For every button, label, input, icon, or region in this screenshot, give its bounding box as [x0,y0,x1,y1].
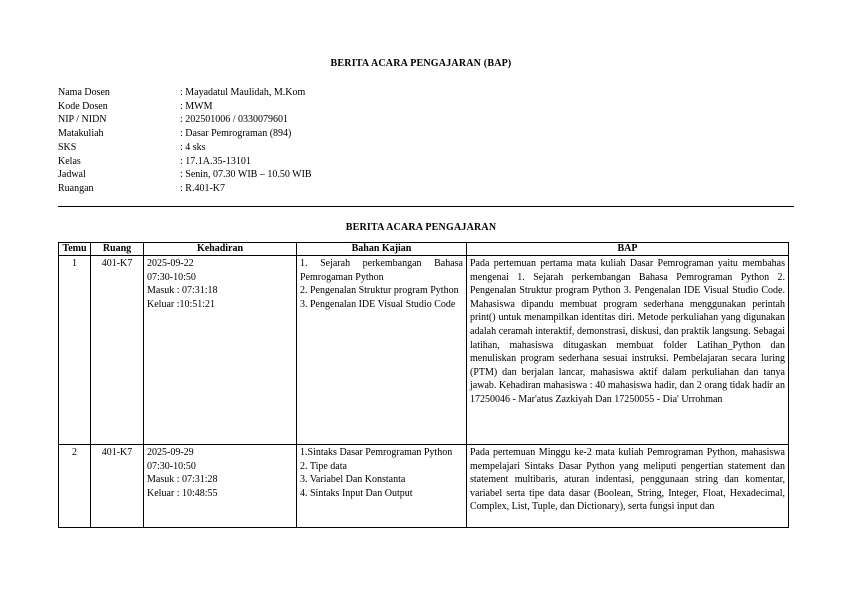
info-value: : 17.1A.35-13101 [180,155,251,167]
info-row-kode-dosen [58,100,312,114]
info-label: Kode Dosen [58,100,108,112]
table-header-row [59,243,789,256]
info-row-nip-nidn [58,113,312,127]
bahan-item: 4. Sintaks Input Dan Output [300,487,413,499]
info-value: : MWM [180,100,213,112]
table-row [59,445,789,528]
kehadiran-time: 07:30-10:50 [147,271,196,283]
kehadiran-keluar: Keluar :10:51:21 [147,298,216,310]
bahan-item: 3. Variabel Dan Konstanta [300,474,406,486]
info-label: Matakuliah [58,128,104,140]
info-label: Ruangan [58,182,94,194]
info-value: : R.401-K7 [180,182,225,194]
horizontal-divider [58,206,794,207]
table-row [59,256,789,445]
info-label: Kelas [58,155,81,167]
info-row-kelas [58,155,312,169]
info-row-nama-dosen [58,86,312,100]
info-row-jadwal [58,168,312,182]
header-temu: Temu [59,243,91,256]
cell-kehadiran [144,256,297,445]
cell-temu: 1 [59,256,91,445]
info-value: : 4 sks [180,141,206,153]
info-value: : Dasar Pemrograman (894) [180,128,292,140]
header-bahan-kajian: Bahan Kajian [297,243,467,256]
cell-bahan-kajian [297,256,467,445]
header-ruang: Ruang [91,243,144,256]
kehadiran-time: 07:30-10:50 [147,460,196,472]
cell-bap [467,445,789,528]
kehadiran-masuk: Masuk : 07:31:18 [147,285,218,297]
bahan-item: 1. Sejarah perkembangan Bahasa Pemrogaman Python [300,258,463,283]
bahan-item: 2. Tipe data [300,460,347,472]
kehadiran-date: 2025-09-22 [147,258,194,269]
cell-bap: Pada pertemuan pertama mata kuliah Dasar Pemrograman yaitu membahas mengenai 1. Sejarah perkembangan Bahasa Pemrograman Python 2. Pengenalan Struktur program Python 3. Pengenalan IDE Visual Studio Code. Mahasiswa dipandu membuat program sederhana menggunakan perintah print() untuk menampilkan identitas diri. Metode perkuliahan yang digunakan adalah ceramah interaktif, demonstrasi, diskusi, dan praktik langsung. Sebagai latihan, mahasiswa ditugaskan membuat folder Latihan_Python dan menuliskan program sederhana sesuai instruksi. Pembelajaran secara luring (PTM) dan berjalan lancar, mahasiswa aktif dalam perkuliahan dan tanya jawab. Kehadiran mahasiswa : 40 mahasiswa hadir, dan 2 orang tidak hadir an 17250046 - Mar'atus Zazkiyah Dan 17250055 - Dia' Urrohman [467,256,789,445]
lecturer-info [58,86,312,196]
header-bap: BAP [467,243,789,256]
info-label: Nama Dosen [58,87,110,98]
header-kehadiran: Kehadiran [144,243,297,256]
info-label: SKS [58,141,77,153]
info-row-sks [58,141,312,155]
bahan-item: 2. Pengenalan Struktur program Python [300,285,459,297]
info-value: : Mayadatul Maulidah, M.Kom [180,87,306,98]
info-row-matakuliah [58,127,312,141]
cell-bahan-kajian [297,445,467,528]
info-value: : Senin, 07.30 WIB – 10.50 WIB [180,169,312,181]
kehadiran-date: 2025-09-29 [147,447,194,458]
kehadiran-keluar: Keluar : 10:48:55 [147,487,218,499]
cell-ruang: 401-K7 [91,256,144,445]
bap-text: Pada pertemuan Minggu ke-2 mata kuliah Pemrograman Python, mahasiswa mempelajari Sintaks Dasar Python yang meliputi pengertian statement dan statement multibaris, aturan indentasi, penggunaan string dan komentar, variabel serta tipe data dasar (Boolean, String, Integer, Float, Hexadecimal, Complex, List, Tuple, dan Dictionary), serta fungsi input dan [470,447,785,513]
info-label: NIP / NIDN [58,114,107,126]
info-row-ruangan [58,182,312,196]
info-label: Jadwal [58,169,86,181]
bahan-item: 3. Pengenalan IDE Visual Studio Code [300,298,456,310]
section-title: BERITA ACARA PENGAJARAN [345,222,497,233]
cell-ruang: 401-K7 [91,445,144,528]
kehadiran-masuk: Masuk : 07:31:28 [147,474,218,486]
cell-kehadiran [144,445,297,528]
bap-table [58,242,789,528]
bahan-item: 1.Sintaks Dasar Pemrograman Python [300,447,453,458]
info-value: : 202501006 / 0330079601 [180,114,289,126]
cell-temu: 2 [59,445,91,528]
document-title: BERITA ACARA PENGAJARAN (BAP) [330,58,512,69]
